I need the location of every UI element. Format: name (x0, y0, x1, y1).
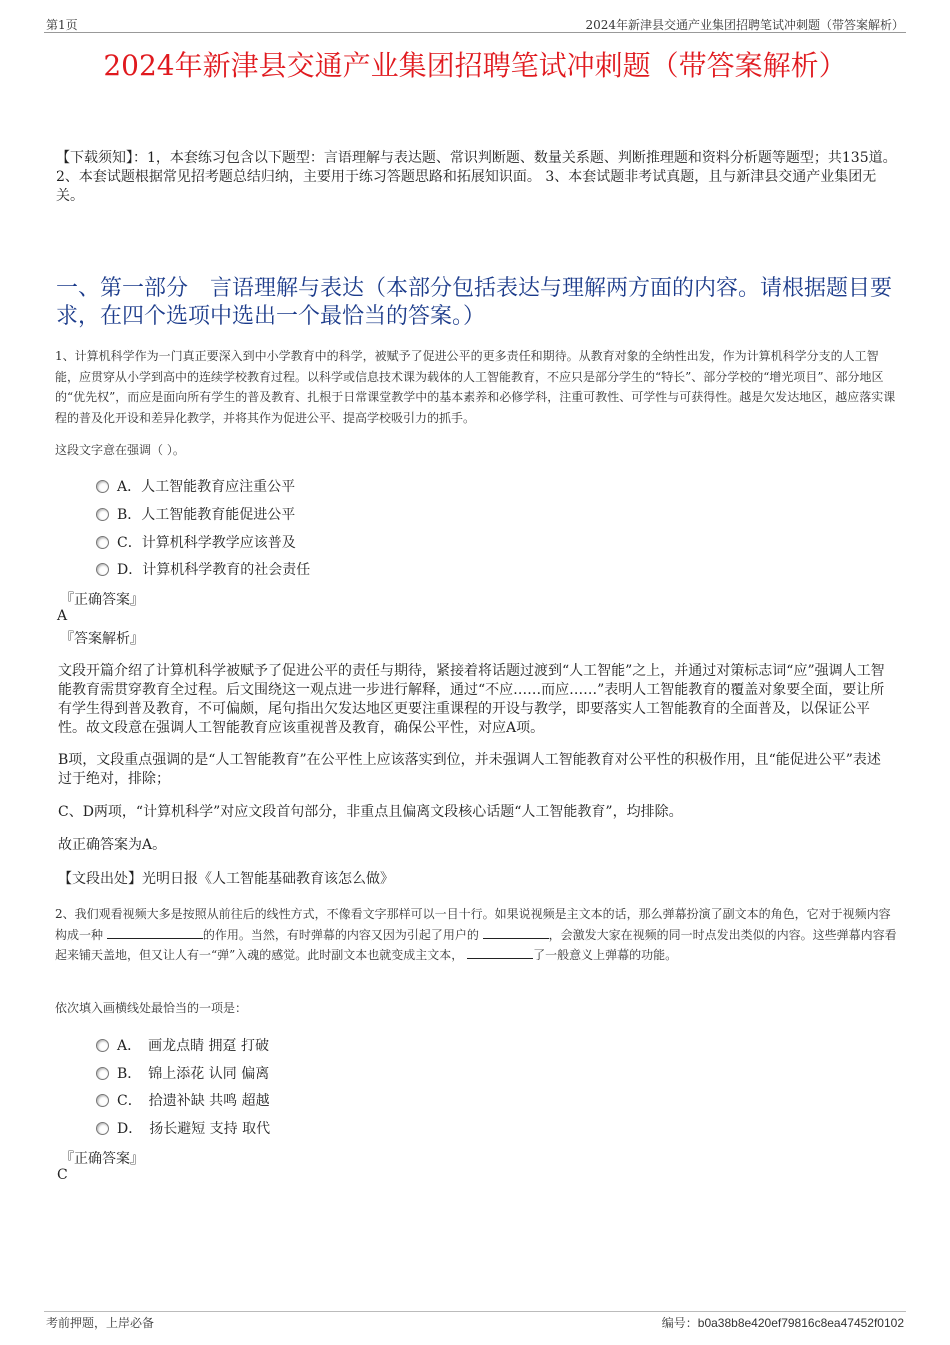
answer-label: 『正确答案』 (60, 592, 144, 608)
download-notice: 【下载须知】：1，本套练习包含以下题型：言语理解与表达题、常识判断题、数量关系题、判断推理题和资料分析题等题型；共135道。 2、本套试题根据常见招考题总结归纳，主要用于练习答题思路和拓展知识面。 3、本套试题非考试真题，且与新津县交通产业集团无关。 (56, 150, 897, 204)
q1-option-a[interactable] (96, 476, 295, 496)
page-number: 第1页 (46, 18, 78, 32)
header-title: 2024年新津县交通产业集团招聘笔试冲刺题（带答案解析） (585, 18, 904, 32)
radio-icon[interactable] (96, 1039, 109, 1052)
question-2-prompt: 依次填入画横线处最恰当的一项是： (55, 1001, 248, 1015)
option-label: B．人工智能教育能促进公平 (117, 507, 296, 523)
option-label: D．计算机科学教育的社会责任 (117, 562, 311, 578)
footer-divider (44, 1311, 906, 1312)
radio-icon[interactable] (96, 1067, 109, 1080)
text-segment: ，会激发大家在视频的同一时点发出类似的内容。这些弹幕内容看起来铺天盖地，但又让人有一“弹”入魂的感觉。此时副文本也就变成主文本， (55, 927, 897, 962)
document-id: 编号：b0a38b8e420ef79816c8ea47452f0102 (661, 1316, 904, 1330)
radio-icon[interactable] (96, 480, 109, 493)
q1-option-d[interactable] (96, 559, 310, 579)
question-2-text (55, 904, 900, 966)
option-label: C．计算机科学教学应该普及 (117, 535, 296, 551)
analysis-paragraph: 故正确答案为A。 (58, 837, 167, 853)
radio-icon[interactable] (96, 1094, 109, 1107)
q2-option-c[interactable] (96, 1090, 270, 1110)
answer-value: A (57, 608, 68, 624)
question-1-prompt: 这段文字意在强调（ ）。 (55, 443, 185, 457)
page-title: 2024年新津县交通产业集团招聘笔试冲刺题（带答案解析） (103, 49, 847, 82)
text-segment: 2、我们观看视频大多是按照从前往后的线性方式，不像看文字那样可以一目十行。如果说视频是主文本的话，那么弹幕扮演了副文本的角色，它对于视频内容构成一种 (55, 907, 891, 942)
radio-icon[interactable] (96, 1122, 109, 1135)
radio-icon[interactable] (96, 563, 109, 576)
option-label: A．人工智能教育应注重公平 (117, 479, 296, 495)
question-1-text: 1、计算机科学作为一门真正要深入到中小学教育中的科学，被赋予了促进公平的更多责任和期待。从教育对象的全纳性出发，作为计算机科学分支的人工智能，应贯穿从小学到高中的连续学校教育过程。以科学或信息技术课为载体的人工智能教育，不应只是部分学生的“特长”、部分学校的“增光项目”、部分地区的“优先权”，而应是面向所有学生的普及教育、扎根于日常课堂教学中的基本素养和必修学科，注重可教性、可学性与可获得性。越是欠发达地区，越应落实课程的普及化开设和差异化教学，并将其作为促进公平、提高学校吸引力的抓手。 (55, 349, 896, 425)
answer-label: 『正确答案』 (60, 1151, 144, 1167)
text-segment: 了一般意义上弹幕的功能。 (533, 948, 678, 962)
analysis-paragraph: B项，文段重点强调的是“人工智能教育”在公平性上应该落实到位，并未强调人工智能教育对公平性的积极作用，且“能促进公平”表述过于绝对，排除； (58, 752, 881, 787)
blank-2 (483, 926, 549, 939)
blank-3 (467, 946, 533, 959)
radio-icon[interactable] (96, 536, 109, 549)
option-label: D． 扬长避短 支持 取代 (117, 1121, 271, 1137)
q2-option-a[interactable] (96, 1035, 269, 1055)
analysis-paragraph: C、D两项，“计算机科学”对应文段首句部分，非重点且偏离文段核心话题“人工智能教育”，均排除。 (58, 804, 683, 820)
q1-option-b[interactable] (96, 504, 295, 524)
q2-option-b[interactable] (96, 1063, 269, 1083)
section-heading: 一、第一部分 言语理解与表达（本部分包括表达与理解两方面的内容。请根据题目要求，在四个选项中选出一个最恰当的答案。） (56, 276, 893, 329)
analysis-label: 『答案解析』 (60, 631, 144, 647)
source-note: 【文段出处】光明日报《人工智能基础教育该怎么做》 (58, 871, 394, 887)
option-label: B． 锦上添花 认同 偏离 (117, 1066, 270, 1082)
answer-value: C (57, 1167, 68, 1183)
blank-1 (107, 926, 203, 939)
radio-icon[interactable] (96, 508, 109, 521)
option-label: A． 画龙点睛 拥趸 打破 (117, 1038, 270, 1054)
q2-option-d[interactable] (96, 1118, 270, 1138)
option-label: C． 拾遗补缺 共鸣 超越 (117, 1093, 270, 1109)
q1-option-c[interactable] (96, 532, 296, 552)
header-divider (44, 32, 906, 33)
footer-slogan: 考前押题，上岸必备 (46, 1316, 155, 1330)
text-segment: 的作用。当然，有时弹幕的内容又因为引起了用户的 (202, 927, 483, 942)
analysis-paragraph: 文段开篇介绍了计算机科学被赋予了促进公平的责任与期待，紧接着将话题过渡到“人工智能”之上，并通过对策标志词“应”强调人工智能教育需贯穿教育全过程。后文围绕这一观点进一步进行解释，通过“不应……而应……”表明人工智能教育的覆盖对象要全面，要让所有学生得到普及教育，不可偏颇，尾句指出欠发达地区更要注重课程的开设与教学，即要落实人工智能教育的全面普及，以保证公平性。故文段意在强调人工智能教育应该重视普及教育，确保公平性，对应A项。 (58, 663, 885, 736)
